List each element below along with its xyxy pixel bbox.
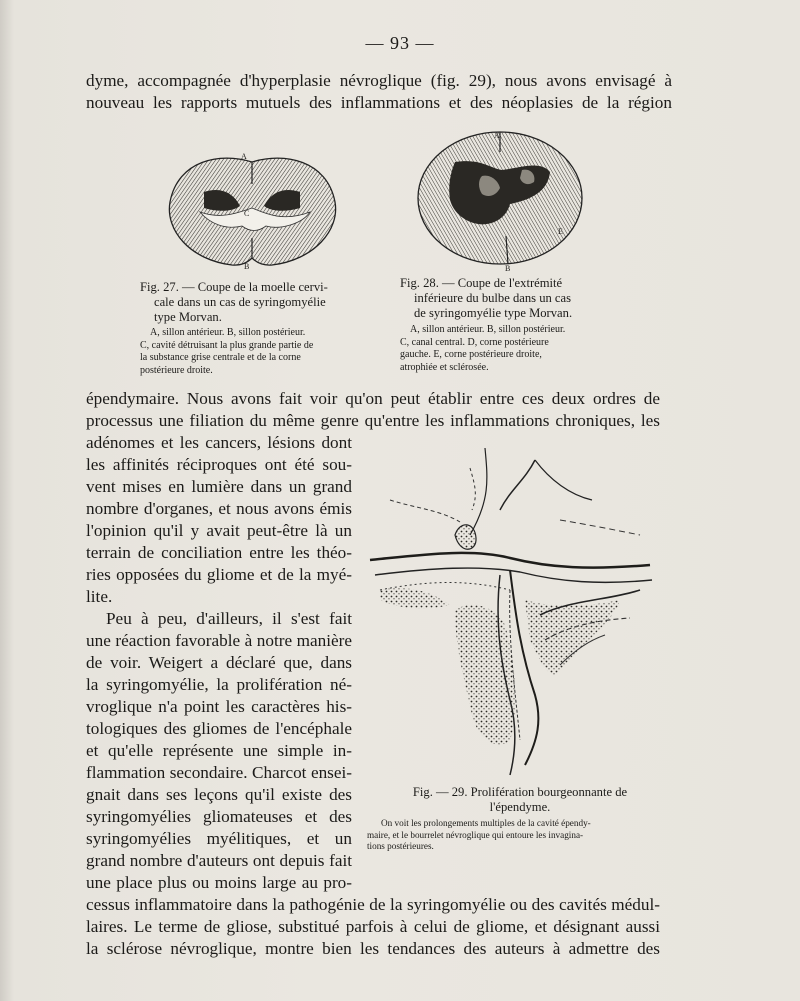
fig27-title-line: Fig. 27. — Coupe de la moelle cervi- xyxy=(140,280,328,294)
fig28-legend xyxy=(400,324,565,374)
body-line: dyme, accompagnée d'hyperplasie névroglique (fig. 29), nous avons envisagé à xyxy=(86,71,672,90)
body-line: une place plus ou moins large au pro- xyxy=(86,873,352,892)
body-line: vroglique n'a point les caractères his- xyxy=(86,697,352,716)
fig29-legend xyxy=(367,818,591,853)
body-line: lite. xyxy=(86,587,113,606)
body-line: les affinités réciproques ont été sou- xyxy=(86,455,352,474)
body-line: laires. Le terme de gliose, substitué parfois à celui de gliome, et désignant aussi xyxy=(86,917,660,936)
fig28-legend-line: atrophiée et sclérosée. xyxy=(400,361,489,373)
figure-29-ependyma xyxy=(360,440,660,780)
fig27-legend xyxy=(140,327,313,377)
body-line: une réaction favorable à notre manière xyxy=(86,631,352,650)
fig28-title-line: Fig. 28. — Coupe de l'extrémité xyxy=(400,276,563,290)
fig27-legend-line: C, cavité détruisant la plus grande partie de xyxy=(140,339,314,351)
body-line: nouveau les rapports mutuels des inflammations et des néoplasies de la région xyxy=(86,93,672,112)
fig29-legend-line: tions postérieures. xyxy=(367,841,434,852)
fig29-legend-line: On voit les prolongements multiples de la cavité épendy- xyxy=(381,818,591,828)
figure-28-medulla xyxy=(410,130,595,270)
body-line: Peu à peu, d'ailleurs, il s'est fait xyxy=(106,609,352,628)
fig27-legend-line: A, sillon antérieur. B, sillon postérieur. xyxy=(150,327,306,338)
body-line: gnait dans ses leçons qu'il existe des xyxy=(86,785,352,804)
body-line: épendymaire. Nous avons fait voir qu'on peut établir entre ces deux ordres de xyxy=(86,389,660,408)
fig28-legend-line: A, sillon antérieur. B, sillon postérieur. xyxy=(410,324,566,335)
body-line: l'opinion qu'il y avait peut-être là un xyxy=(86,521,352,540)
body-line: tologiques des gliomes de l'encéphale xyxy=(86,719,352,738)
fig28-label-b: B xyxy=(505,264,511,273)
fig28-legend-line: gauche. E, corne postérieure droite, xyxy=(400,349,542,360)
body-line: vent mises en lumière dans un grand xyxy=(86,477,352,496)
body-line: syringomyélies gliomateuses et des xyxy=(86,807,352,826)
fig29-title-line: l'épendyme. xyxy=(489,800,551,814)
fig29-title-line: Fig. — 29. Prolifération bourgeonnante de xyxy=(412,785,628,799)
body-line: syringomyélies myélitiques, et un xyxy=(86,829,352,848)
body-line: grand nombre d'auteurs ont depuis fait xyxy=(86,851,352,870)
body-line: et qu'elle représente une simple in- xyxy=(86,741,352,760)
fig27-title-line: cale dans un cas de syringomyélie xyxy=(154,295,326,309)
body-line: adénomes et les cancers, lésions dont xyxy=(86,433,352,452)
fig28-title-line: de syringomyélie type Morvan. xyxy=(414,306,573,320)
body-line: processus une filiation du même genre qu'entre les inflammations chroniques, les xyxy=(86,411,660,430)
fig28-legend-line: C, canal central. D, corne postérieure xyxy=(400,336,549,348)
fig27-caption-title xyxy=(140,280,328,325)
fig28-label-e: E xyxy=(558,227,563,236)
body-line: terrain de conciliation entre les théo- xyxy=(86,543,352,562)
fig28-caption-title xyxy=(400,276,572,321)
fig27-title-line: type Morvan. xyxy=(154,310,222,324)
body-line: de voir. Weigert a déclaré que, dans xyxy=(86,653,352,672)
fig27-label-a: A xyxy=(241,152,247,161)
body-line: ries opposées du gliome et de la myé- xyxy=(86,565,352,584)
fig27-legend-line: la substance grise centrale et de la corne xyxy=(140,352,301,363)
body-line: flammation secondaire. Charcot ensei- xyxy=(86,763,352,782)
fig28-label-a: A xyxy=(494,131,500,140)
fig27-legend-line: postérieure droite. xyxy=(140,364,213,376)
body-line: cessus inflammatoire dans la pathogénie de la syringomyélie ou des cavités médul- xyxy=(86,895,660,914)
fig27-label-b: B xyxy=(244,262,250,271)
figure-27-spinal-cord xyxy=(160,150,345,275)
fig27-label-c: C xyxy=(244,209,250,218)
body-line: la syringomyélie, la prolifération né- xyxy=(86,675,352,694)
body-line: la sclérose névroglique, montre bien les tendances des auteurs à admettre des xyxy=(86,939,660,958)
fig29-legend-line: maire, et le bourrelet névroglique qui entoure les invagina- xyxy=(367,829,584,840)
fig29-caption-title xyxy=(395,785,645,815)
page-number: — 93 — xyxy=(365,33,435,53)
body-line: nombre d'organes, et nous avons émis xyxy=(86,499,352,518)
fig28-title-line: inférieure du bulbe dans un cas xyxy=(414,291,572,305)
